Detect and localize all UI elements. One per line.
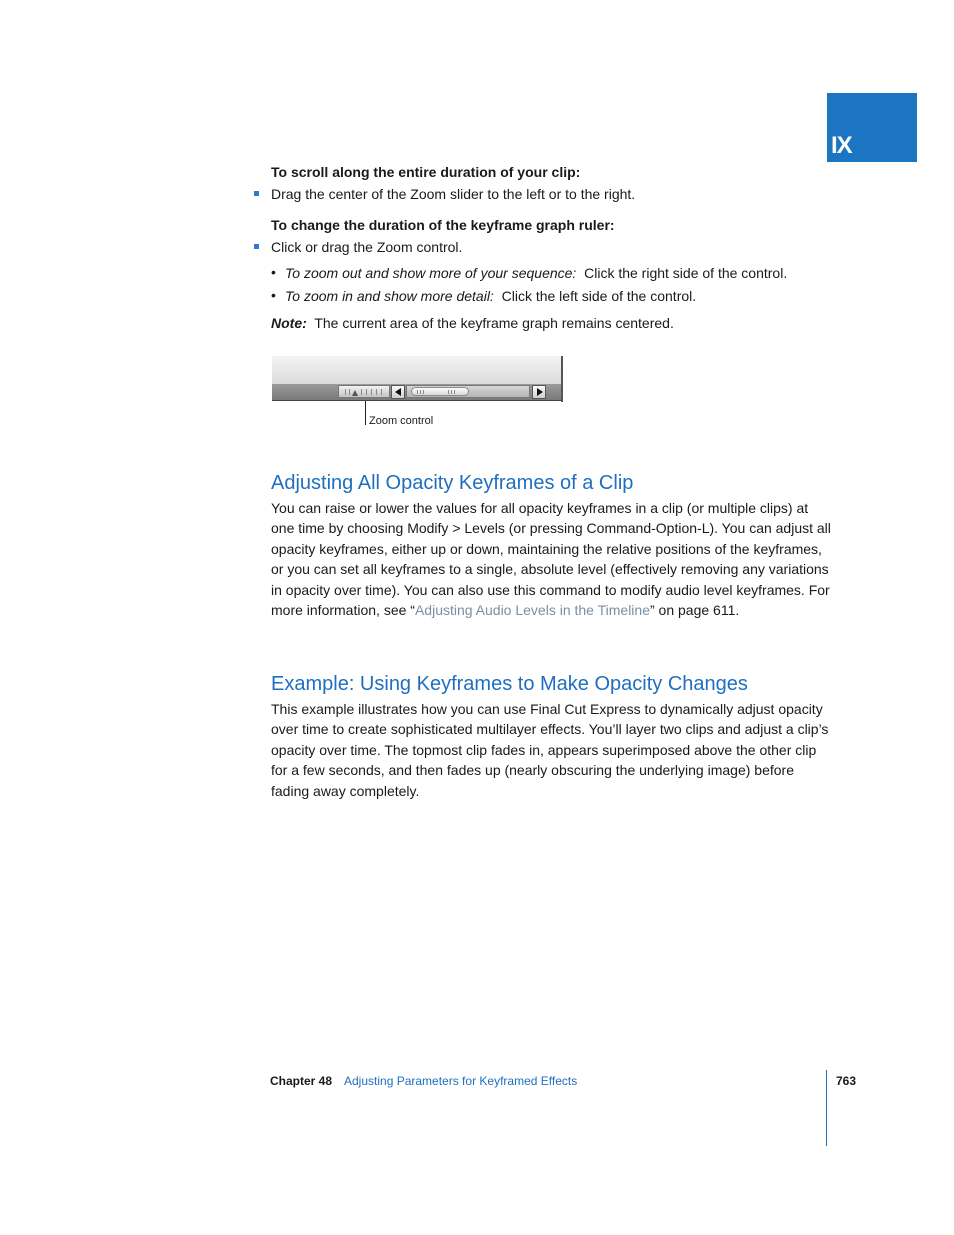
callout-zoom-control: Zoom control xyxy=(369,415,434,427)
paragraph-text: You can raise or lower the values for all opacity keyframes in a clip (or multiple clips) at one time by choosing Modify > Levels (or pressing Command-Option-L). You can adjust all opacity keyframes, either up or down, maintaining the relative positions of the keyframes, or you can set all keyframes to a single, absolute level (effectively removing any variations in opacity over time). You can also use this command to modify audio level keyframes. For more information, see “ xyxy=(271,500,831,619)
zoom-control[interactable] xyxy=(338,385,390,398)
footer-rule xyxy=(826,1070,827,1146)
zoom-slider[interactable] xyxy=(406,385,530,398)
section-heading-opacity-keyframes: Adjusting All Opacity Keyframes of a Clip xyxy=(271,472,634,494)
part-tab-label: IX xyxy=(831,132,852,159)
note xyxy=(271,313,674,333)
zoom-control-figure xyxy=(272,356,564,402)
note-label: Note: xyxy=(271,315,307,331)
sub-item-text: Click the right side of the control. xyxy=(584,265,788,281)
square-bullet-icon xyxy=(254,244,259,249)
sub-item-zoom-in xyxy=(285,286,696,306)
page-number: 763 xyxy=(836,1074,857,1088)
paragraph-text: ” on page 611. xyxy=(650,602,740,619)
section-heading-example: Example: Using Keyframes to Make Opacity Changes xyxy=(271,673,748,695)
square-bullet-icon xyxy=(254,191,259,196)
cross-reference-link[interactable]: Adjusting Audio Levels in the Timeline xyxy=(414,602,650,619)
zoom-slider-thumb[interactable] xyxy=(411,387,469,396)
part-tab xyxy=(827,93,917,162)
sub-item-text: Click the left side of the control. xyxy=(501,288,697,304)
dot-bullet-icon: • xyxy=(271,287,276,303)
sub-item-zoom-out xyxy=(285,263,787,283)
sub-item-lead: To zoom in and show more detail: xyxy=(285,288,494,304)
figure-edge xyxy=(561,356,563,402)
scroll-right-arrow-icon[interactable] xyxy=(532,385,546,399)
section-paragraph-opacity xyxy=(271,498,831,620)
callout-line xyxy=(365,401,366,425)
footer-chapter: Chapter 48 xyxy=(270,1074,333,1088)
section-paragraph-example: This example illustrates how you can use Final Cut Express to dynamically adjust opacity over time to create sophisticated multilayer effects. You’ll layer two clips and adjust a clip’s opacity over time. The topmost clip fades in, appears superimposed above the other clip for a few seconds, and then fades up (nearly obscuring the underlying image) before fading away completely. xyxy=(271,701,829,799)
note-text: The current area of the keyframe graph remains centered. xyxy=(314,315,674,331)
sub-item-lead: To zoom out and show more of your sequence: xyxy=(285,265,577,281)
footer-chapter-title: Adjusting Parameters for Keyframed Effects xyxy=(344,1074,578,1088)
task-step-ruler: Click or drag the Zoom control. xyxy=(271,239,463,255)
scroll-left-arrow-icon[interactable] xyxy=(391,385,405,399)
dot-bullet-icon: • xyxy=(271,264,276,280)
zoom-indicator-icon xyxy=(352,390,358,396)
task-heading-ruler: To change the duration of the keyframe graph ruler: xyxy=(271,217,615,233)
task-step-scroll: Drag the center of the Zoom slider to the left or to the right. xyxy=(271,186,636,202)
task-heading-scroll: To scroll along the entire duration of your clip: xyxy=(271,164,581,180)
